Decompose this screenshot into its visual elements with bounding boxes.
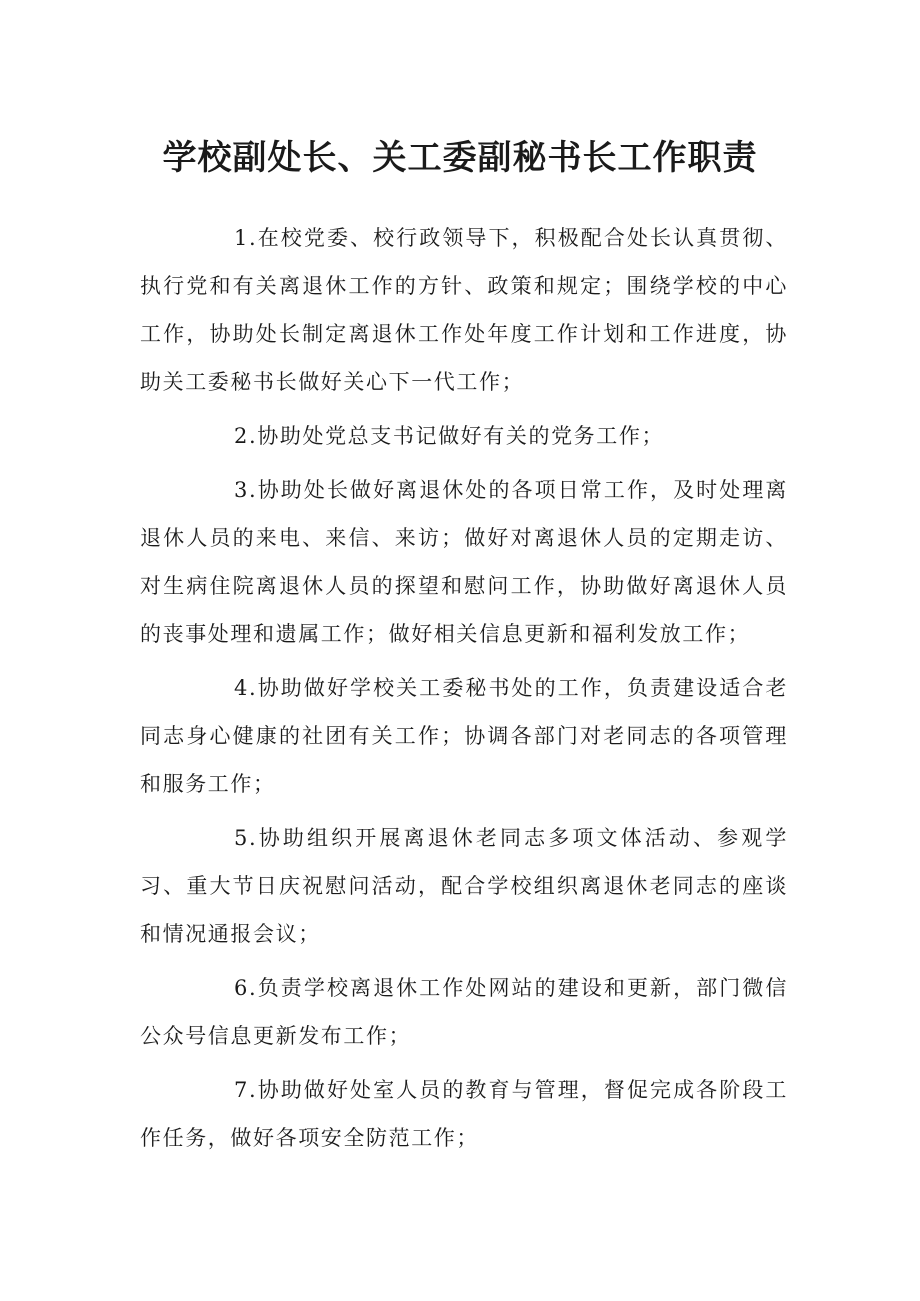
item-text: .在校党委、校行政领导下，积极配合处长认真贯彻、执行党和有关离退休工作的方针、政策和规定；围绕学校的中心工作，协助处长制定离退休工作处年度工作计划和工作进度，协助关工委秘书长做好关心下一代工作； bbox=[140, 226, 788, 394]
duty-item-2 bbox=[140, 412, 788, 460]
item-number: 3 bbox=[234, 478, 249, 502]
duty-item-4 bbox=[140, 664, 788, 808]
duty-item-7 bbox=[140, 1066, 788, 1162]
duty-item-6 bbox=[140, 964, 788, 1060]
item-number: 1 bbox=[234, 226, 249, 250]
item-text: .负责学校离退休工作处网站的建设和更新，部门微信公众号信息更新发布工作； bbox=[140, 976, 788, 1048]
item-text: .协助做好处室人员的教育与管理，督促完成各阶段工作任务，做好各项安全防范工作； bbox=[140, 1078, 788, 1150]
item-number: 5 bbox=[234, 826, 249, 850]
item-text: .协助处党总支书记做好有关的党务工作； bbox=[249, 424, 665, 448]
document-body bbox=[140, 214, 788, 1168]
item-text: .协助做好学校关工委秘书处的工作，负责建设适合老同志身心健康的社团有关工作；协调各部门对老同志的各项管理和服务工作； bbox=[140, 676, 788, 796]
duty-item-1 bbox=[140, 214, 788, 406]
duty-item-3 bbox=[140, 466, 788, 658]
item-number: 7 bbox=[234, 1078, 249, 1102]
item-number: 6 bbox=[234, 976, 249, 1000]
item-text: .协助处长做好离退休处的各项日常工作，及时处理离退休人员的来电、来信、来访；做好对离退休人员的定期走访、对生病住院离退休人员的探望和慰问工作，协助做好离退休人员的丧事处理和遗属工作；做好相关信息更新和福利发放工作； bbox=[140, 478, 788, 646]
duty-item-5 bbox=[140, 814, 788, 958]
item-text: .协助组织开展离退休老同志多项文体活动、参观学习、重大节日庆祝慰问活动，配合学校组织离退休老同志的座谈和情况通报会议； bbox=[140, 826, 788, 946]
item-number: 4 bbox=[234, 676, 249, 700]
document-title: 学校副处长、关工委副秘书长工作职责 bbox=[162, 138, 758, 178]
item-number: 2 bbox=[234, 424, 249, 448]
